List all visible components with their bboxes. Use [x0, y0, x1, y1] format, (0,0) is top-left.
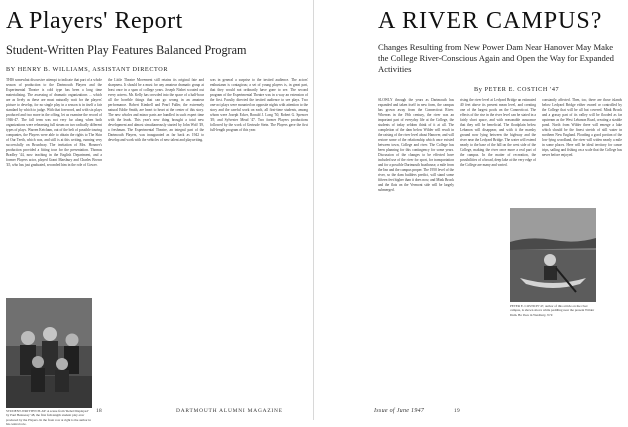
left-column-2	[108, 78, 204, 404]
right-photo-caption: PETER E. COSTICH '47, author of this article on the river campus, is shown above while paddling near the present Wilder Dam. He lives in Westbury, N.Y.	[510, 304, 595, 317]
player-scene-photo	[6, 298, 92, 408]
author-canoe-image	[510, 208, 596, 302]
author-canoe-photo	[510, 208, 596, 302]
player-scene-image	[6, 298, 92, 408]
left-column-3	[210, 78, 308, 404]
left-column-1-text: THIS somewhat discursive attempt to indicate that part of a whole season of production to the Dartmouth Players and the Experimental Theatre is cold type has been a long time materializing. The assessing of dramatic organizations ... which are as lively as these are must naturally wait for the players' picture to develop, for no single play in a season is in itself a fair standard by which to judge. With that foreword, and with six plays produced and two more in the offing, let us examine the record of 1946-47. The fall term was not very far along when both organizations were rehearsing full steam on two radically different types of plays. Warren Ketcham, out of the belt of possible touring companies, the Players were able to obtain the rights to The Skin of Our Teeth, which was, and still is at this writing, running very successfully on Broadway. The invitation of Mrs. Hosmer's production provided a fitting tour for the presentation. Thomas Bradley '44, now teaching in the English Department, and a former Players actor, played Grant Marsbury and Charles Brown '45, who has just graduated, seconded him in the role of Gower.	[6, 78, 102, 167]
magazine-name: DARTMOUTH ALUMNI MAGAZINE	[176, 408, 283, 414]
left-page-number: 18	[96, 408, 102, 414]
right-page-number: 19	[454, 408, 460, 414]
right-column-1-text: SLOWLY through the years as Dartmouth has expanded and taken itself in new form, the campus has grown away from the Connecticut River. Whereas in the 19th century, the river was an important part of everyday life at the College, the students of today seldom think of it at all. The completion of the dam below Wilder will result in the raising of the river level about Hanover, and will restore some of the relationship which once existed between town, College and river. The College has been planning for this contingency for some years. Discussion of the changes to be effected have included use of the river for sport, for transportation and for a possible Dartmouth boathouse, a mile from the Inn and the campus proper. The 1950 level of the river, so the dam builders predict, will stand some fifteen feet higher than it does now, and Mink Brook and the flats on the Vermont side will be largely submerged.	[378, 98, 454, 192]
left-article-subtitle: Student-Written Play Features Balanced Program	[6, 43, 247, 57]
right-article-title: A RIVER CAMPUS?	[378, 8, 603, 34]
right-article-deck: Changes Resulting from New Power Dam Near Hanover May Make the College River-Conscious Again and Open the Way for Expanded Activities	[378, 42, 614, 75]
issue-label: Issue of June 1947	[374, 408, 425, 414]
right-article-byline: By PETER E. COSTICH '47	[474, 86, 560, 93]
right-column-3-text: constantly affected. Then, too, there are those islands below Ledyard Bridge either owned or controlled by the College that will be all but covered. Mink Brook and a grassy part of its valley will be flooded as far upstream as the West Lebanon Road, creating a sizable pond. North from Wilder there will emerge a lake which should be the finest stretch of still water in northern New England. Flooding a good portion of the low-lying woodland, the river will widen nearly a mile in some places. Here will be ideal territory for canoe trips, sailing and fishing on a scale that the College has never before enjoyed.	[542, 98, 622, 157]
right-column-3-top	[542, 98, 622, 204]
right-page	[314, 0, 628, 420]
left-column-1	[6, 78, 102, 294]
left-photo-caption: STUDENT-WRITTEN PLAY: A scene from 'Rebel Displayed' by Paul Hennessy '48, the first full-length student play ever produced by the Players. In the front row at right is the author in his central role.	[6, 409, 91, 427]
left-article-byline: BY HENRY B. WILLIAMS, ASSISTANT DIRECTOR	[6, 66, 169, 73]
right-column-2-text: rising the river level at Ledyard Bridge an estimated 40 feet above its present mean level, and creating one of the largest pools on the Connecticut. The effects of the rise in the river level can be stated in a fairly short space, and with reasonable assurance that they will be beneficial. The floodplain below Lebanon will disappear, and with it the marshy ground now lying between the highway and the river near the Ledyard Bridge. The water will extend nearly to the base of the hill on the west side of the College, making the river once more a real part of the campus. In the matter of recreation, the possibilities of a broad, deep lake at the very edge of the College are many and varied.	[460, 98, 536, 167]
left-column-3-text: was in general a surprise to the invited audience. The actors' enthusiasm is contagious; a set of young players is, in great part, that they would not ordinarily have gone to see. The second program of the Experimental Theatre was in a way an extension of the first. Faculty directed the invited audience to see plays. Two one-act plays were mounted on opposite nights with attention to the story and the careful work on each, all first-time students, among whom were Joseph Ecker, Ronald J. Long '50, Robert G. Spencer '49, and Sylvester Mead '47. Two former Players productions followed by the work of Gertrude Stein. The Players gave the first full-length program of this year.	[210, 78, 308, 132]
left-article-title: A Players' Report	[6, 8, 183, 34]
left-column-2-text: the Little Theatre Movement still retains its original fate and sharpness. It should be a must for any amateur dramatic group at least once in a span of college years. Joseph Nisbet scouted out every actress. Mr. Kelly has crowded into the space of a half-hour all the horrible things that can go wrong in an amateur performance. Robert Kimbell and Pearl Fuller, the extremely natural Eddie Smith, are heart to heart at the center of this story. The new wholes and minor parts are handled in such expert time with the leads. This year's new thing brought a total new development and almost simultaneously started by John Wolf '49, a freshman. The Experimental Theatre, an integral part of the Dartmouth Players, was inaugurated as far back as 1942 to develop and work with the vehicles of new talent and playwriting.	[108, 78, 204, 142]
right-column-1	[378, 98, 454, 404]
